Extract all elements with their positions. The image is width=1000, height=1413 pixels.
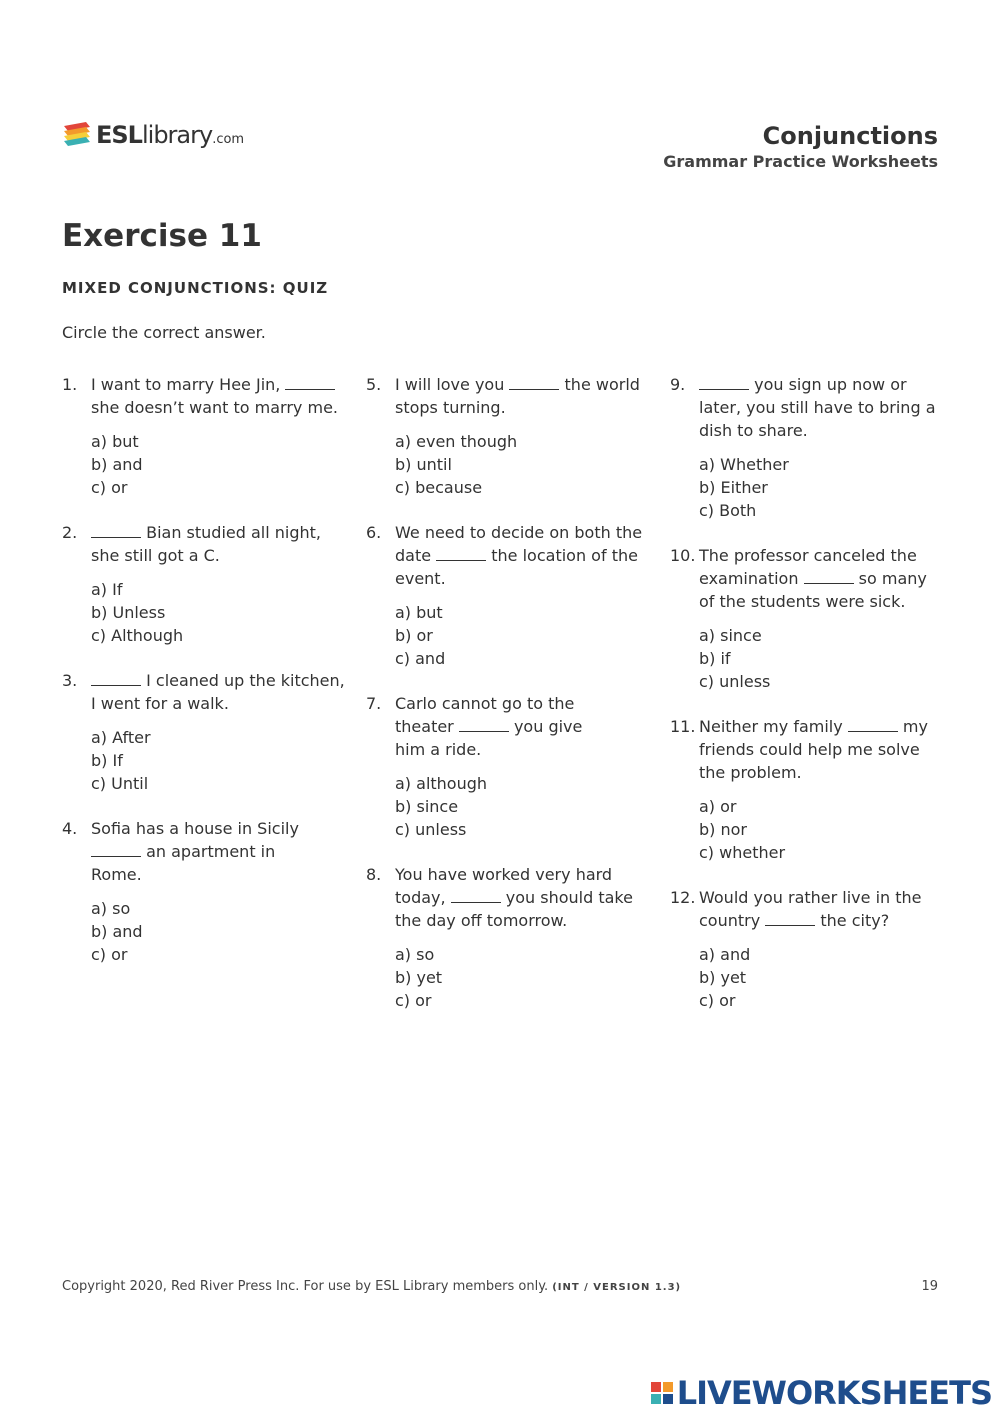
question-number: 3. [62, 671, 78, 690]
question-9 [670, 373, 945, 522]
question-3 [62, 669, 352, 795]
question-4 [62, 817, 352, 966]
instruction-text: Circle the correct answer. [62, 323, 266, 342]
question-11 [670, 715, 945, 864]
question-8 [366, 863, 656, 1012]
question-text-before: Sofia has a house in Sicily [91, 819, 299, 838]
answer-option[interactable]: c) or [91, 945, 128, 964]
answer-option[interactable]: a) or [699, 797, 737, 816]
question-text-after: an apartment in Rome. [91, 842, 276, 884]
question-text-after: so many of the students were sick. [699, 569, 927, 611]
answer-blank[interactable] [91, 523, 141, 538]
document-title: Conjunctions [762, 122, 938, 150]
question-number: 4. [62, 819, 78, 838]
question-text-after: you should take the day off tomorrow. [395, 888, 633, 930]
question-number: 6. [366, 523, 382, 542]
question-text-after: my friends could help me solve the problem. [699, 717, 928, 782]
question-number: 2. [62, 523, 78, 542]
question-text-before: I will love you [395, 375, 505, 394]
answer-option[interactable]: b) and [91, 455, 143, 474]
answer-blank[interactable] [765, 911, 815, 926]
question-column-2 [366, 373, 656, 1034]
question-column-1 [62, 373, 352, 988]
question-2 [62, 521, 352, 647]
answer-option[interactable]: c) unless [699, 672, 771, 691]
answer-option[interactable]: c) unless [395, 820, 467, 839]
logo-esl: ESL [96, 121, 142, 149]
page-number: 19 [921, 1279, 938, 1294]
answer-option[interactable]: b) Either [699, 478, 768, 497]
answer-blank[interactable] [451, 888, 501, 903]
answer-option[interactable]: c) or [699, 991, 736, 1010]
answer-option[interactable]: a) Whether [699, 455, 789, 474]
liveworksheets-text: LIVEWORKSHEETS [676, 1374, 992, 1412]
exercise-subtitle: MIXED CONJUNCTIONS: QUIZ [62, 279, 329, 297]
answer-blank[interactable] [509, 375, 559, 390]
answer-blank[interactable] [848, 717, 898, 732]
question-10 [670, 544, 945, 693]
question-text-after: the city? [820, 911, 890, 930]
question-column-3 [670, 373, 945, 1034]
question-number: 11. [670, 717, 696, 736]
answer-option[interactable]: b) nor [699, 820, 747, 839]
answer-option[interactable]: a) even though [395, 432, 518, 451]
question-6 [366, 521, 656, 670]
answer-blank[interactable] [804, 569, 854, 584]
answer-option[interactable]: c) or [395, 991, 432, 1010]
answer-blank[interactable] [699, 375, 749, 390]
answer-blank[interactable] [91, 842, 141, 857]
answer-option[interactable]: b) until [395, 455, 452, 474]
answer-option[interactable]: b) Unless [91, 603, 166, 622]
answer-blank[interactable] [285, 375, 335, 390]
answer-option[interactable]: a) so [91, 899, 131, 918]
answer-option[interactable]: c) Both [699, 501, 757, 520]
question-text-before: You have worked very hard today, [395, 865, 613, 907]
question-number: 5. [366, 375, 382, 394]
esl-library-logo [62, 120, 244, 150]
answer-option[interactable]: b) and [91, 922, 143, 941]
answer-option[interactable]: a) but [395, 603, 443, 622]
answer-option[interactable]: b) If [91, 751, 123, 770]
question-number: 9. [670, 375, 686, 394]
answer-option[interactable]: a) After [91, 728, 151, 747]
logo-library: library [141, 121, 213, 149]
question-text-before: I want to marry Hee Jin, [91, 375, 281, 394]
answer-blank[interactable] [436, 546, 486, 561]
question-number: 8. [366, 865, 382, 884]
question-number: 12. [670, 888, 696, 907]
logo-com: .com [212, 132, 245, 147]
version-text: (INT / VERSION 1.3) [552, 1282, 682, 1293]
answer-option[interactable]: c) Although [91, 626, 184, 645]
answer-option[interactable]: a) but [91, 432, 139, 451]
answer-option[interactable]: c) or [91, 478, 128, 497]
copyright-text: Copyright 2020, Red River Press Inc. For use by ESL Library members only. [62, 1279, 549, 1294]
question-text-after: you sign up now or later, you still have to bring a dish to share. [699, 375, 936, 440]
logo-wordmark [96, 121, 244, 149]
question-1 [62, 373, 352, 499]
question-7 [366, 692, 656, 841]
answer-option[interactable]: a) so [395, 945, 435, 964]
answer-option[interactable]: a) although [395, 774, 488, 793]
question-number: 7. [366, 694, 382, 713]
question-text-after: the location of the event. [395, 546, 638, 588]
answer-option[interactable]: c) because [395, 478, 483, 497]
exercise-title: Exercise 11 [62, 218, 262, 254]
answer-option[interactable]: b) if [699, 649, 731, 668]
answer-option[interactable]: c) Until [91, 774, 149, 793]
question-text-before: We need to decide on both the date [395, 523, 643, 565]
question-text-after: the world stops turning. [395, 375, 640, 417]
answer-option[interactable]: a) since [699, 626, 762, 645]
answer-option[interactable]: b) yet [699, 968, 747, 987]
question-text-before: Neither my family [699, 717, 843, 736]
question-number: 10. [670, 546, 696, 565]
answer-blank[interactable] [459, 717, 509, 732]
copyright-footer [62, 1279, 681, 1294]
answer-option[interactable]: c) whether [699, 843, 786, 862]
liveworksheets-logo-icon [651, 1382, 673, 1404]
question-text-after: Bian studied all night, she still got a C. [91, 523, 322, 565]
answer-option[interactable]: b) yet [395, 968, 443, 987]
question-text-before: Carlo cannot go to the theater [395, 694, 575, 736]
question-text-before: Would you rather live in the country [699, 888, 922, 930]
answer-option[interactable]: a) and [699, 945, 751, 964]
liveworksheets-watermark [651, 1374, 992, 1412]
document-subtitle: Grammar Practice Worksheets [663, 152, 938, 171]
answer-option[interactable]: b) or [395, 626, 433, 645]
answer-option[interactable]: c) and [395, 649, 446, 668]
question-number: 1. [62, 375, 78, 394]
question-text-before: The professor canceled the examination [699, 546, 917, 588]
question-text-after: I cleaned up the kitchen, I went for a walk. [91, 671, 345, 713]
question-5 [366, 373, 656, 499]
answer-option[interactable]: a) If [91, 580, 123, 599]
question-text-after: you give him a ride. [395, 717, 583, 759]
question-12 [670, 886, 945, 1012]
answer-option[interactable]: b) since [395, 797, 459, 816]
answer-blank[interactable] [91, 671, 141, 686]
question-text-after: she doesn’t want to marry me. [91, 398, 338, 417]
stacked-books-icon [62, 120, 92, 150]
